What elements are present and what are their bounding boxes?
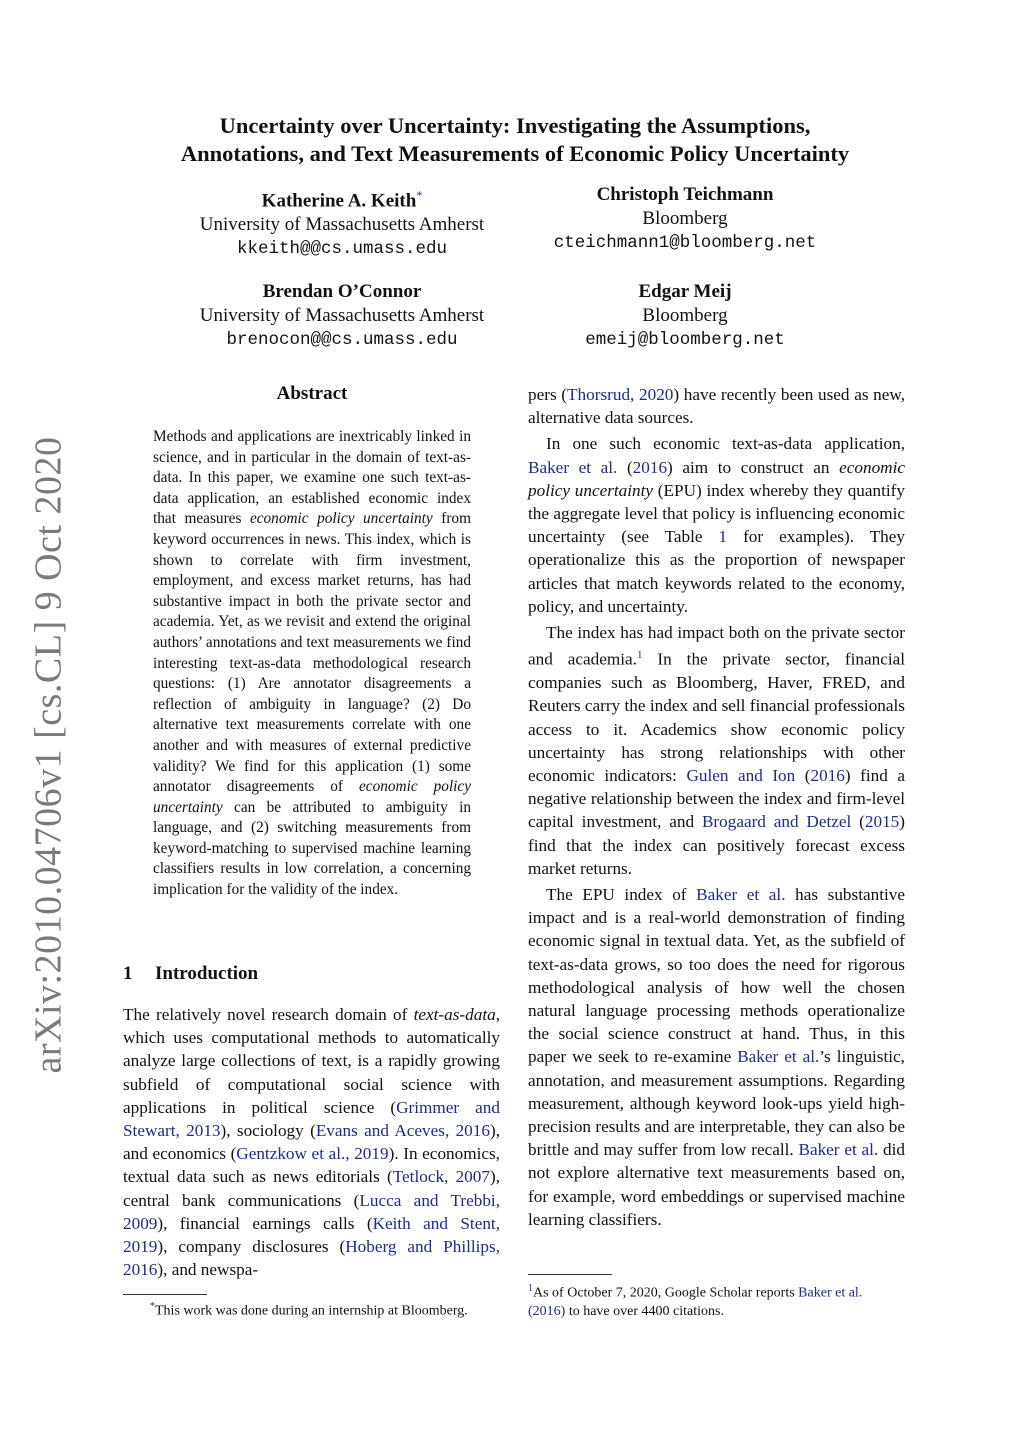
citation-link[interactable]: Gentzkow et al., 2019 bbox=[236, 1144, 389, 1164]
section-heading-introduction: 1 Introduction bbox=[123, 963, 259, 984]
citation-link[interactable]: Lucca and Trebbi, 2009 bbox=[123, 1190, 500, 1233]
citation-link[interactable]: Thorsrud, 2020 bbox=[567, 385, 674, 404]
citation-link[interactable]: Tetlock, 2007 bbox=[392, 1167, 490, 1187]
citation-link[interactable]: Brogaard and Detzel bbox=[701, 812, 852, 832]
citation-link[interactable]: Baker et al. bbox=[737, 1047, 820, 1067]
citation-link[interactable]: Grimmer and Stewart, 2013 bbox=[123, 1097, 500, 1141]
citation-link[interactable]: Baker et al. bbox=[696, 885, 786, 904]
author-email[interactable]: cteichmann1@bloomberg.net bbox=[553, 233, 817, 253]
author-affiliation: Bloomberg bbox=[642, 208, 728, 229]
intro-column-left: The relatively novel research domain of text-as-data, which uses computational methods to automatically analyze large collections of text, is a rapidly growing subfield of computational social science with applications in political science (Grimmer and Stewart, 2013), sociology (Evans and Aceves, 2016), and economics (Gentzkow et al., 2019). In economics, textual data such as news editorials (Tetlock, 2007), central bank communications (Lucca and Trebbi, 2009), financial earnings calls (Keith and Stent, 2019), company disclosures (Hoberg and Phillips, 2016), and newspa- bbox=[123, 1005, 500, 1280]
abstract-body: Methods and applications are inextricably linked in science, and in particular in the domain of text-as-data. In this paper, we examine one such text-as-data application, an established economic index that measures economic policy uncertainty from keyword occurrences in news. This index, which is shown to correlate with firm investment, employment, and excess market returns, has had substantive impact in both the private sector and academia. Yet, as we revisit and extend the original authors’ annotations and text measurements we find interesting text-as-data methodological research questions: (1) Are annotator disagreements a reflection of ambiguity in language? (2) Do alternative text measurements correlate with one another and with measures of external predictive validity? We find for this application (1) some annotator disagreements of economic policy uncertainty can be attributed to ambiguity in language, and (2) switching measurements from keyword-matching to supervised machine learning classifiers results in low correlation, a concerning implication for the validity of the index. bbox=[153, 428, 472, 899]
citation-link[interactable]: Gulen and Ion bbox=[686, 765, 796, 785]
footnote-right: $^1$As of October 7, 2020, Google Scholar reports Baker et al. (2016) to have over 4400 citations. bbox=[528, 1283, 863, 1319]
intro-column-right: pers (Thorsrud, 2020) have recently been used as new, alternative data sources. In one such economic text-as-data application, Baker et al. (2016) aim to construct an economic policy uncertainty (EPU) index whereby they quantify the aggregate level that policy is influencing economic uncertainty (see Table 1 for examples). They operationalize this as the proportion of newspaper articles that match keywords related to the economy, policy, and uncertainty. The index has had impact both on the private sector and academia.$^1$ In the private sector, financial companies such as Bloomberg, Haver, FRED, and Reuters carry the index and sell financial professionals access to it. Academics show economic policy uncertainty has strong relationships with other economic indicators: Gulen and Ion (2016) find a negative relationship between the index and firm-level capital investment, and Brogaard and Detzel (2015) find that the index can positively forecast excess market returns. The EPU index of Baker et al. has substantive impact and is a real-world demonstration of finding economic signal in textual data. Yet, as the subfield of text-as-data grows, so too does the need for rigorous methodological analysis of how well the chosen natural language processing methods operationalize the social science construct at hand. Thus, in this paper we seek to re-examine Baker et al.’s linguistic, annotation, and measurement assumptions. Regarding measurement, although keyword look-ups yield high-precision results and are interpretable, they can also be brittle and may suffer from low recall. Baker et al. did not explore alternative text measurements based on, for example, word embeddings or supervised machine learning classifiers. bbox=[528, 385, 905, 1229]
author-name: Katherine A. Keith bbox=[261, 190, 417, 212]
footnote-rule bbox=[123, 1294, 207, 1295]
author-name: Brendan O’Connor bbox=[262, 281, 422, 302]
author-footnote-mark[interactable]: * bbox=[416, 188, 423, 202]
citation-link[interactable]: Evans and Aceves, 2016 bbox=[315, 1121, 490, 1141]
paper-title bbox=[120, 112, 910, 168]
citation-link[interactable]: Baker et al. bbox=[798, 1140, 879, 1160]
abstract-heading: Abstract bbox=[276, 383, 348, 404]
author-email[interactable]: kkeith@@cs.umass.edu bbox=[236, 239, 448, 260]
citation-link[interactable]: Keith and Stent, 2019 bbox=[123, 1213, 500, 1257]
author-affiliation: University of Massachusetts Amherst bbox=[199, 214, 485, 236]
arxiv-stamp: arXiv:2010.04706v1 [cs.CL] 9 Oct 2020 bbox=[27, 436, 69, 1074]
citation-link[interactable]: Baker et al. bbox=[798, 1285, 863, 1301]
title-line-2: Annotations, and Text Measurements of Economic Policy Uncertainty bbox=[180, 141, 850, 166]
citation-link[interactable]: 2015 bbox=[864, 812, 900, 832]
footnote-link[interactable]: 1 bbox=[636, 649, 643, 662]
title-line-1: Uncertainty over Uncertainty: Investigating the Assumptions, bbox=[219, 113, 811, 138]
author-email[interactable]: emeij@bloomberg.net bbox=[585, 330, 785, 350]
table-link[interactable]: 1 bbox=[718, 527, 728, 547]
citation-link[interactable]: Hoberg and Phillips, 2016 bbox=[123, 1237, 500, 1280]
footnote-rule bbox=[528, 1274, 612, 1275]
author-affiliation: Bloomberg bbox=[642, 305, 728, 326]
author-name: Edgar Meij bbox=[638, 281, 732, 302]
author-name: Christoph Teichmann bbox=[596, 184, 774, 205]
citation-link[interactable]: Baker et al. bbox=[528, 457, 618, 477]
author-affiliation: University of Massachusetts Amherst bbox=[199, 305, 485, 326]
author-oconnor bbox=[162, 280, 522, 353]
author-teichmann bbox=[505, 183, 865, 256]
author-keith bbox=[162, 183, 522, 262]
citation-link[interactable]: (2016) bbox=[528, 1303, 566, 1319]
citation-link[interactable]: 2016 bbox=[810, 765, 845, 785]
citation-link[interactable]: 2016 bbox=[632, 457, 668, 477]
author-meij bbox=[505, 280, 865, 353]
author-email[interactable]: brenocon@@cs.umass.edu bbox=[226, 330, 458, 350]
footnote-left: *This work was done during an internship at Bloomberg. bbox=[150, 1301, 468, 1319]
